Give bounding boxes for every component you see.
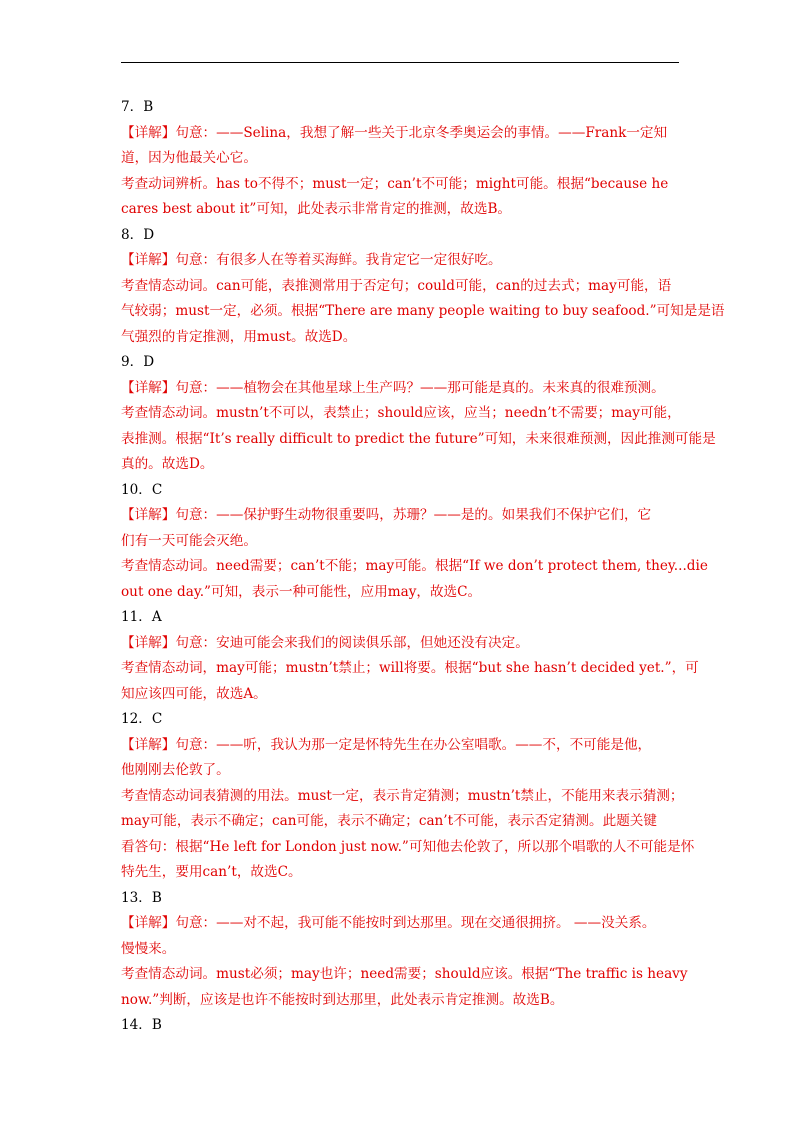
explanation-line: 表推测。根据“It’s really difficult to predict the future”可知，未来很难预测，因此推测可能是 (121, 430, 716, 447)
explanation-line: 考查情态动词。can可能，表推测常用于否定句；could可能，can的过去式；may可能，语 (121, 277, 672, 294)
explanation-line: out one day.”可知，表示一种可能性，应用may，故选C。 (121, 583, 482, 600)
explanation-line: 看答句：根据“He left for London just now.”可知他去伦敦了，所以那个唱歌的人不可能是怀 (121, 838, 695, 855)
question-number: 14．B (121, 1017, 162, 1033)
explanation-line: 考查情态动词。need需要；can’t不能；may可能。根据“If we don’t protect them, they...die (121, 558, 708, 574)
explanation-line: 考查动词辨析。has to不得不；must一定；can’t不可能；might可能。根据“because he (121, 175, 669, 192)
explanation-line: 特先生，要用can’t，故选C。 (121, 864, 302, 880)
detail-line: 道，因为他最关心它。 (121, 150, 257, 166)
detail-line: 【详解】句意：——听，我认为那一定是怀特先生在办公室唱歌。——不，不可能是他， (121, 736, 652, 753)
explanation-line: cares best about it”可知，此处表示非常肯定的推测，故选B。 (121, 201, 512, 217)
explanation-line: may可能，表示不确定；can可能，表示不确定；can’t不可能，表示否定猜测。此题关键 (121, 813, 657, 829)
answer-explanations (121, 95, 725, 1039)
header-rule (121, 62, 679, 63)
explanation-line: 气强烈的肯定推测，用must。故选D。 (121, 328, 357, 345)
explanation-line: 知应该四可能，故选A。 (121, 685, 267, 702)
explanation-line: 考查情态动词，may可能；mustn’t禁止；will将要。根据“but she hasn’t decided yet.”，可 (121, 660, 699, 676)
question-number: 8．D (121, 226, 155, 243)
detail-line: 【详解】句意：——保护野生动物很重要吗，苏珊？——是的。如果我们不保护它们，它 (121, 507, 652, 523)
question-number: 11．A (121, 609, 162, 625)
detail-line: 慢慢来。 (121, 940, 176, 957)
detail-line: 【详解】句意：——植物会在其他星球上生产吗？——那可能是真的。未来真的很难预测。 (121, 379, 665, 396)
detail-line: 【详解】句意：——对不起，我可能不能按时到达那里。现在交通很拥挤。 ——没关系。 (121, 915, 656, 931)
explanation-line: 气较弱；must一定，必须。根据“There are many people waiting to buy seafood.”可知是是语 (121, 303, 725, 319)
question-number: 12．C (121, 711, 163, 727)
detail-line: 们有一天可能会灭绝。 (121, 532, 257, 549)
question-number: 10．C (121, 481, 163, 498)
detail-line: 【详解】句意：有很多人在等着买海鲜。我肯定它一定很好吃。 (121, 252, 502, 268)
question-number: 9．D (121, 354, 155, 370)
explanation-line: 考查情态动词。must必须；may也许；need需要；should应该。根据“The traffic is heavy (121, 966, 688, 982)
detail-line: 他刚刚去伦敦了。 (121, 762, 230, 778)
detail-line: 【详解】句意：安迪可能会来我们的阅读俱乐部，但她还没有决定。 (121, 634, 529, 651)
question-number: 13．B (121, 889, 162, 906)
question-number: 7．B (121, 99, 154, 115)
explanation-line: 考查情态动词。mustn’t不可以，表禁止；should应该，应当；needn’t不需要；may可能， (121, 405, 681, 421)
explanation-line: 真的。故选D。 (121, 456, 214, 472)
detail-line: 【详解】句意：——Selina，我想了解一些关于北京冬季奥运会的事情。——Frank一定知 (121, 124, 668, 141)
explanation-line: now.”判断，应该是也许不能按时到达那里，此处表示肯定推测。故选B。 (121, 991, 564, 1008)
explanation-line: 考查情态动词表猜测的用法。must一定，表示肯定猜测；mustn’t禁止，不能用来表示猜测； (121, 787, 684, 804)
